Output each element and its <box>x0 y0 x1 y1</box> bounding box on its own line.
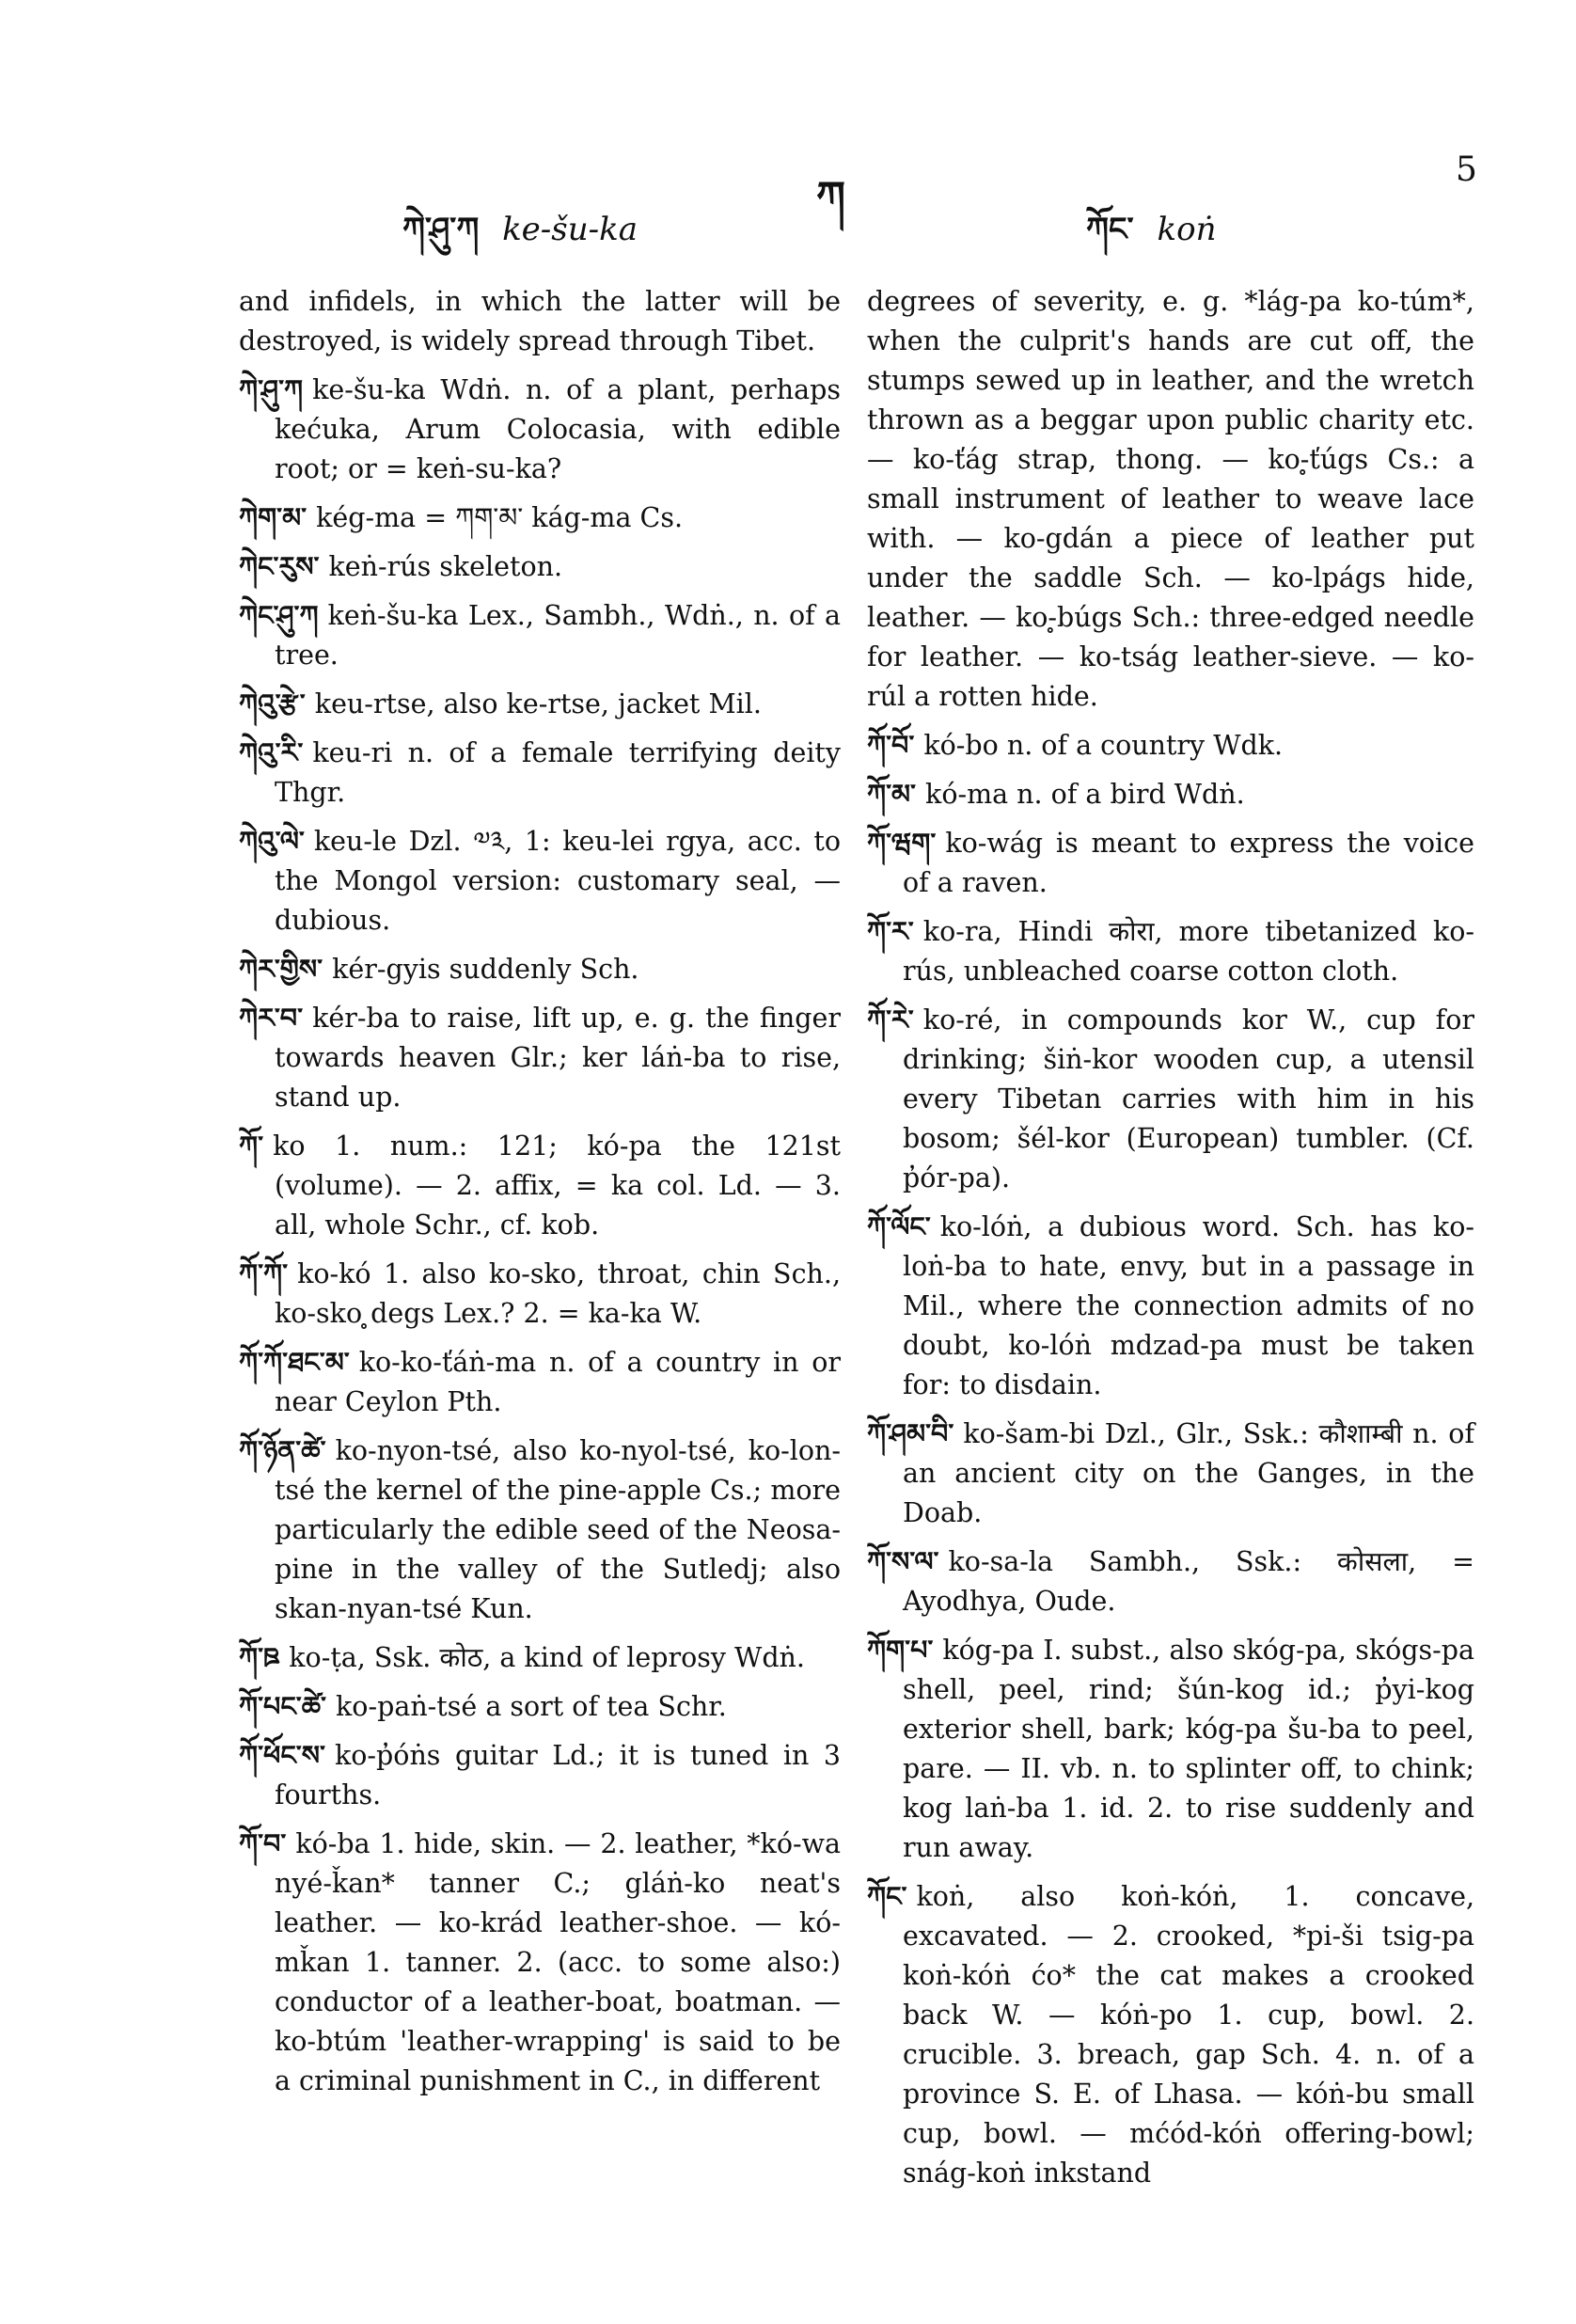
dictionary-entry <box>867 1877 1474 2193</box>
entry-tibetan: ཀོ་ལོང་ <box>867 1211 931 1242</box>
entry-tibetan: ཀོ་ཝག་ <box>867 828 937 859</box>
dictionary-entry <box>239 734 841 813</box>
dictionary-entry <box>239 1343 841 1422</box>
entry-tibetan: ཀོ་པང་ཚེ་ <box>239 1691 327 1722</box>
dictionary-entry <box>867 1415 1474 1533</box>
entry-text: ko-ṭa, Ssk. कोठ, a kind of leprosy Wdṅ. <box>289 1642 805 1673</box>
entry-tibetan: ཀོ་ར་ <box>867 916 914 947</box>
entry-text: ko-p̓óṅs guitar Ld.; it is tuned in 3 fourths. <box>275 1740 841 1810</box>
dictionary-entry <box>867 282 1474 717</box>
entry-tibetan: ཀེག་མ་ <box>239 502 307 533</box>
entry-text: kér-gyis suddenly Sch. <box>332 954 639 985</box>
dictionary-entry <box>239 1825 841 2101</box>
left-column <box>239 282 841 2111</box>
dictionary-entry <box>239 822 841 941</box>
entry-tibetan: ཀོ་བ་ <box>239 1828 287 1859</box>
dictionary-entry <box>239 596 841 675</box>
entry-tibetan: ཀོ་ཀོ་ཐང་མ་ <box>239 1347 350 1378</box>
dictionary-entry <box>867 726 1474 766</box>
entry-tibetan: ཀེང་རུས་ <box>239 551 320 582</box>
entry-tibetan: ཀོ་ <box>239 1130 264 1162</box>
entry-text: keṅ-šu-ka Lex., Sambh., Wdṅ., n. of a tree. <box>275 600 841 671</box>
entry-text: ke-šu-ka Wdṅ. n. of a plant, perhaps kećuka, Arum Colocasia, with edible root; or = keṅ-su-ka? <box>275 374 841 484</box>
entry-tibetan: ཀེའུ་ལེ་ <box>239 826 305 857</box>
entry-text: keu-ri n. of a female terrifying deity Thgr. <box>275 737 841 808</box>
dictionary-entry <box>867 824 1474 903</box>
entry-tibetan: ཀེའུ་རྩེ་ <box>239 688 306 719</box>
entry-text: keu-rtse, also ke-rtse, jacket Mil. <box>314 688 762 719</box>
entry-tibetan: ཀོ་ས་ལ་ <box>867 1546 939 1577</box>
dictionary-entry <box>239 1736 841 1815</box>
dictionary-entry <box>867 1631 1474 1868</box>
entry-text: ko-paṅ-tsé a sort of tea Schr. <box>336 1691 727 1722</box>
entry-tibetan: ཀོ་བོ་ <box>867 730 915 761</box>
dictionary-entry <box>239 950 841 989</box>
dictionary-entry <box>239 999 841 1117</box>
dictionary-entry <box>867 1542 1474 1621</box>
entry-tibetan: ཀོ་ཤམ་བི་ <box>867 1418 954 1449</box>
dictionary-entry <box>239 547 841 587</box>
section-letter: ཀ <box>816 173 845 221</box>
entry-text: kó-bo n. of a country Wdk. <box>923 730 1284 761</box>
left-head-word: ke-šu-ka <box>502 211 638 248</box>
entry-text: and infidels, in which the latter will be destroyed, is widely spread through Tibet. <box>239 286 841 356</box>
entry-text: ko-ko-ťáṅ-ma n. of a country in or near Ceylon Pth. <box>275 1347 841 1417</box>
dictionary-entry <box>239 1687 841 1727</box>
entry-text: koṅ, also koṅ-kóṅ, 1. concave, excavated. — 2. crooked, *pi-ši tsig-pa koṅ-kóṅ ćo* the cat makes a crooked back W. — kóṅ-po 1. cup, bowl. 2. crucible. 3. breach, gap Sch. 4. n. of a province S. E. of Lhasa. — kóṅ-bu small cup, bowl. — mćód-kóṅ offering-bowl; snág-koṅ inkstand <box>903 1881 1474 2189</box>
right-running-head <box>1086 193 1217 283</box>
entry-text: kó-ba 1. hide, skin. — 2. leather, *kó-wa nyé-ǩan* tanner C.; gláṅ-ko neat's leather. — ko-krád leather-shoe. — kó-mǩan 1. tanner. 2. (acc. to some also:) conductor of a leather-boat, boatman. — ko-btúm 'leather-wrapping' is said to be a criminal punishment in C., in different <box>275 1828 841 2096</box>
entry-text: ko-ré, in compounds kor W., cup for drinking; šiṅ-kor wooden cup, a utensil every Tibetan carries with him in his bosom; šél-kor (European) tumbler. (Cf. p̓ór-pa). <box>903 1004 1474 1194</box>
dictionary-entry <box>867 912 1474 991</box>
dictionary-entry <box>239 371 841 489</box>
entry-text: ko-kó 1. also ko-sko, throat, chin Sch., ko-sko ̥degs Lex.? 2. = ka-ka W. <box>275 1258 841 1329</box>
dictionary-entry <box>239 1127 841 1245</box>
entry-text: keṅ-rús skeleton. <box>328 551 563 582</box>
dictionary-entry <box>239 1638 841 1678</box>
dictionary-entry <box>239 1431 841 1629</box>
page-number: 5 <box>1456 150 1477 189</box>
entry-text: degrees of severity, e. g. *lág-pa ko-túm*, when the culprit's hands are cut off, the stumps sewed up in leather, and the wretch thrown as a beggar upon public charity etc. — ko-ťág strap, thong. — ko-̥ťúgs Cs.: a small instrument of leather to weave lace with. — ko-gdán a piece of leather put under the saddle Sch. — ko-lpágs hide, leather. — ko-̥búgs Sch.: three-edged needle for leather. — ko-tság leather-sieve. — ko-rúl a rotten hide. <box>867 286 1474 712</box>
entry-text: ko-šam-bi Dzl., Glr., Ssk.: कौशाम्बी n. of an ancient city on the Ganges, in the Doab. <box>903 1418 1474 1528</box>
entry-tibetan: ཀོང་ <box>867 1881 907 1912</box>
entry-tibetan: ཀོ་ཀོ་ <box>239 1258 289 1289</box>
entry-text: ko-lóṅ, a dubious word. Sch. has ko-loṅ-ba to hate, envy, but in a passage in Mil., where the connection admits of no doubt, ko-lóṅ mdzad-pa must be taken for: to disdain. <box>903 1211 1474 1400</box>
entry-text: ko-ra, Hindi कोरा, more tibetanized ko-rús, unbleached coarse cotton cloth. <box>903 916 1474 987</box>
left-running-head <box>402 193 638 283</box>
entry-text: ko 1. num.: 121; kó-pa the 121st (volume). — 2. affix, = ka col. Ld. — 3. all, whole Schr., cf. kob. <box>273 1130 841 1241</box>
entry-text: keu-le Dzl. ༧༣, 1: keu-lei rgya, acc. to the Mongol version: customary seal, — dubious. <box>275 826 841 936</box>
entry-text: kó-ma n. of a bird Wdṅ. <box>925 779 1245 810</box>
dictionary-entry <box>239 498 841 538</box>
dictionary-entry <box>239 685 841 724</box>
left-head-tibetan: ཀེ་ཤུ་ཀ <box>402 211 480 248</box>
right-head-word: koṅ <box>1157 211 1217 248</box>
dictionary-entry <box>867 775 1474 814</box>
entry-tibetan: ཀོ་རེ་ <box>867 1004 914 1036</box>
page-header <box>0 0 1576 263</box>
entry-tibetan: ཀེའུ་རི་ <box>239 737 304 768</box>
entry-tibetan: ཀོ་མ་ <box>867 779 917 810</box>
entry-tibetan: ཀེང་ཤུ་ཀ <box>239 600 319 631</box>
entry-tibetan: ཀེ་ཤུ་ཀ <box>239 374 304 405</box>
entry-tibetan: ཀོ་ཋ <box>239 1642 280 1673</box>
entry-text: ko-wág is meant to express the voice of a raven. <box>903 828 1474 898</box>
entry-tibetan: ཀོ་ཉོན་ཚེ་ <box>239 1435 326 1466</box>
entry-text: ko-nyon-tsé, also ko-nyol-tsé, ko-lon-tsé the kernel of the pine-apple Cs.; more particularly the edible seed of the Neosa-pine in the valley of the Sutledj; also skan-nyan-tsé Kun. <box>275 1435 841 1624</box>
entry-text: kóg-pa I. subst., also skóg-pa, skógs-pa shell, peel, rind; šún-kog id.; p̓yi-kog exterior shell, bark; kóg-pa šu-ba to peel, pare. — II. vb. n. to splinter off, to chink; kog laṅ-ba 1. id. 2. to rise suddenly and run away. <box>903 1635 1474 1863</box>
dictionary-entry <box>239 1255 841 1334</box>
entry-tibetan: ཀེར་གྱིས་ <box>239 954 323 985</box>
entry-tibetan: ཀོག་པ་ <box>867 1635 934 1666</box>
dictionary-entry <box>239 282 841 361</box>
right-column <box>867 282 1474 2203</box>
right-head-tibetan: ཀོང་ <box>1086 211 1134 248</box>
entry-text: kég-ma = ཀག་མ་ kág-ma Cs. <box>316 502 684 533</box>
dictionary-entry <box>867 1208 1474 1405</box>
entry-text: kér-ba to raise, lift up, e. g. the finger towards heaven Glr.; ker láṅ-ba to rise, stand up. <box>275 1003 841 1113</box>
entry-tibetan: ཀེར་བ་ <box>239 1003 304 1034</box>
entry-tibetan: ཀོ་ཕོང་ས་ <box>239 1740 325 1771</box>
dictionary-entry <box>867 1001 1474 1198</box>
entry-text: ko-sa-la Sambh., Ssk.: कोसला, = Ayodhya, Oude. <box>903 1546 1474 1617</box>
